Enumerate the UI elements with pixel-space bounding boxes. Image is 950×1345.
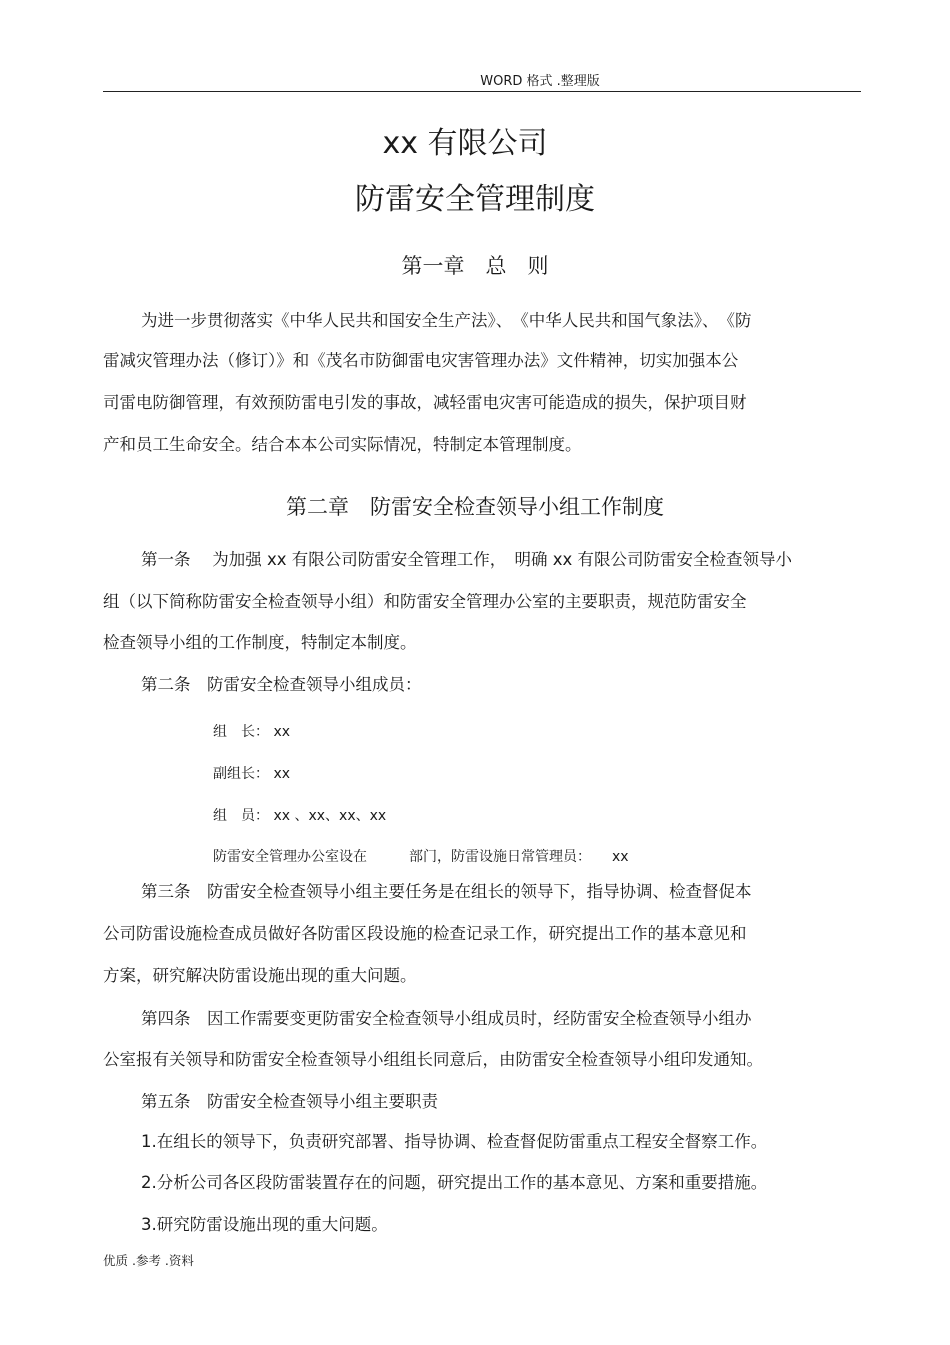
- chapter1-line: 雷减灾管理办法（修订）》和《茂名市防御雷电灾害管理办法》文件精神，切实加强本公: [103, 351, 739, 370]
- duty-item: 1.在组长的领导下，负责研究部署、指导协调、检查督促防雷重点工程安全督察工作。: [141, 1132, 768, 1151]
- article1-line: 第一条 为加强 xx 有限公司防雷安全管理工作， 明确 xx 有限公司防雷安全检查领导小: [141, 550, 793, 569]
- page-header: WORD 格式 .整理版: [480, 74, 600, 89]
- header-rule: [103, 91, 861, 92]
- document-title-company: xx 有限公司: [382, 126, 548, 161]
- article1-line: 检查领导小组的工作制度，特制定本制度。: [103, 633, 417, 652]
- article3-line: 方案，研究解决防雷设施出现的重大问题。: [103, 966, 417, 985]
- chapter2-heading: 第二章 防雷安全检查领导小组工作制度: [286, 495, 664, 519]
- chapter1-line: 产和员工生命安全。结合本本公司实际情况，特制定本管理制度。: [103, 435, 582, 454]
- article2-line: 第二条 防雷安全检查领导小组成员：: [141, 675, 422, 694]
- office-info: 防雷安全管理办公室设在 部门，防雷设施日常管理员： xx: [213, 849, 629, 865]
- article4-line: 公室报有关领导和防雷安全检查领导小组组长同意后，由防雷安全检查领导小组印发通知。: [103, 1050, 763, 1069]
- chapter1-line: 为进一步贯彻落实《中华人民共和国安全生产法》、 《中华人民共和国气象法》、 《防: [141, 311, 752, 330]
- article3-line: 公司防雷设施检查成员做好各防雷区段设施的检查记录工作，研究提出工作的基本意见和: [103, 924, 747, 943]
- article3-line: 第三条 防雷安全检查领导小组主要任务是在组长的领导下，指导协调、检查督促本: [141, 882, 752, 901]
- article5-line: 第五条 防雷安全检查领导小组主要职责: [141, 1092, 438, 1111]
- member-staff: 组 员： xx 、xx、xx、xx: [213, 808, 387, 824]
- document-title: 防雷安全管理制度: [355, 182, 595, 217]
- article4-line: 第四条 因工作需要变更防雷安全检查领导小组成员时，经防雷安全检查领导小组办: [141, 1009, 752, 1028]
- article1-line: 组（以下简称防雷安全检查领导小组）和防雷安全管理办公室的主要职责，规范防雷安全: [103, 592, 747, 611]
- member-leader: 组 长： xx: [213, 724, 291, 740]
- member-deputy: 副组长： xx: [213, 766, 291, 782]
- chapter1-heading: 第一章 总 则: [401, 254, 549, 278]
- chapter1-line: 司雷电防御管理，有效预防雷电引发的事故，减轻雷电灾害可能造成的损失，保护项目财: [103, 393, 747, 412]
- duty-item: 3.研究防雷设施出现的重大问题。: [141, 1215, 388, 1234]
- page-footer: 优质 .参考 .资料: [103, 1253, 194, 1268]
- duty-item: 2.分析公司各区段防雷装置存在的问题，研究提出工作的基本意见、方案和重要措施。: [141, 1173, 768, 1192]
